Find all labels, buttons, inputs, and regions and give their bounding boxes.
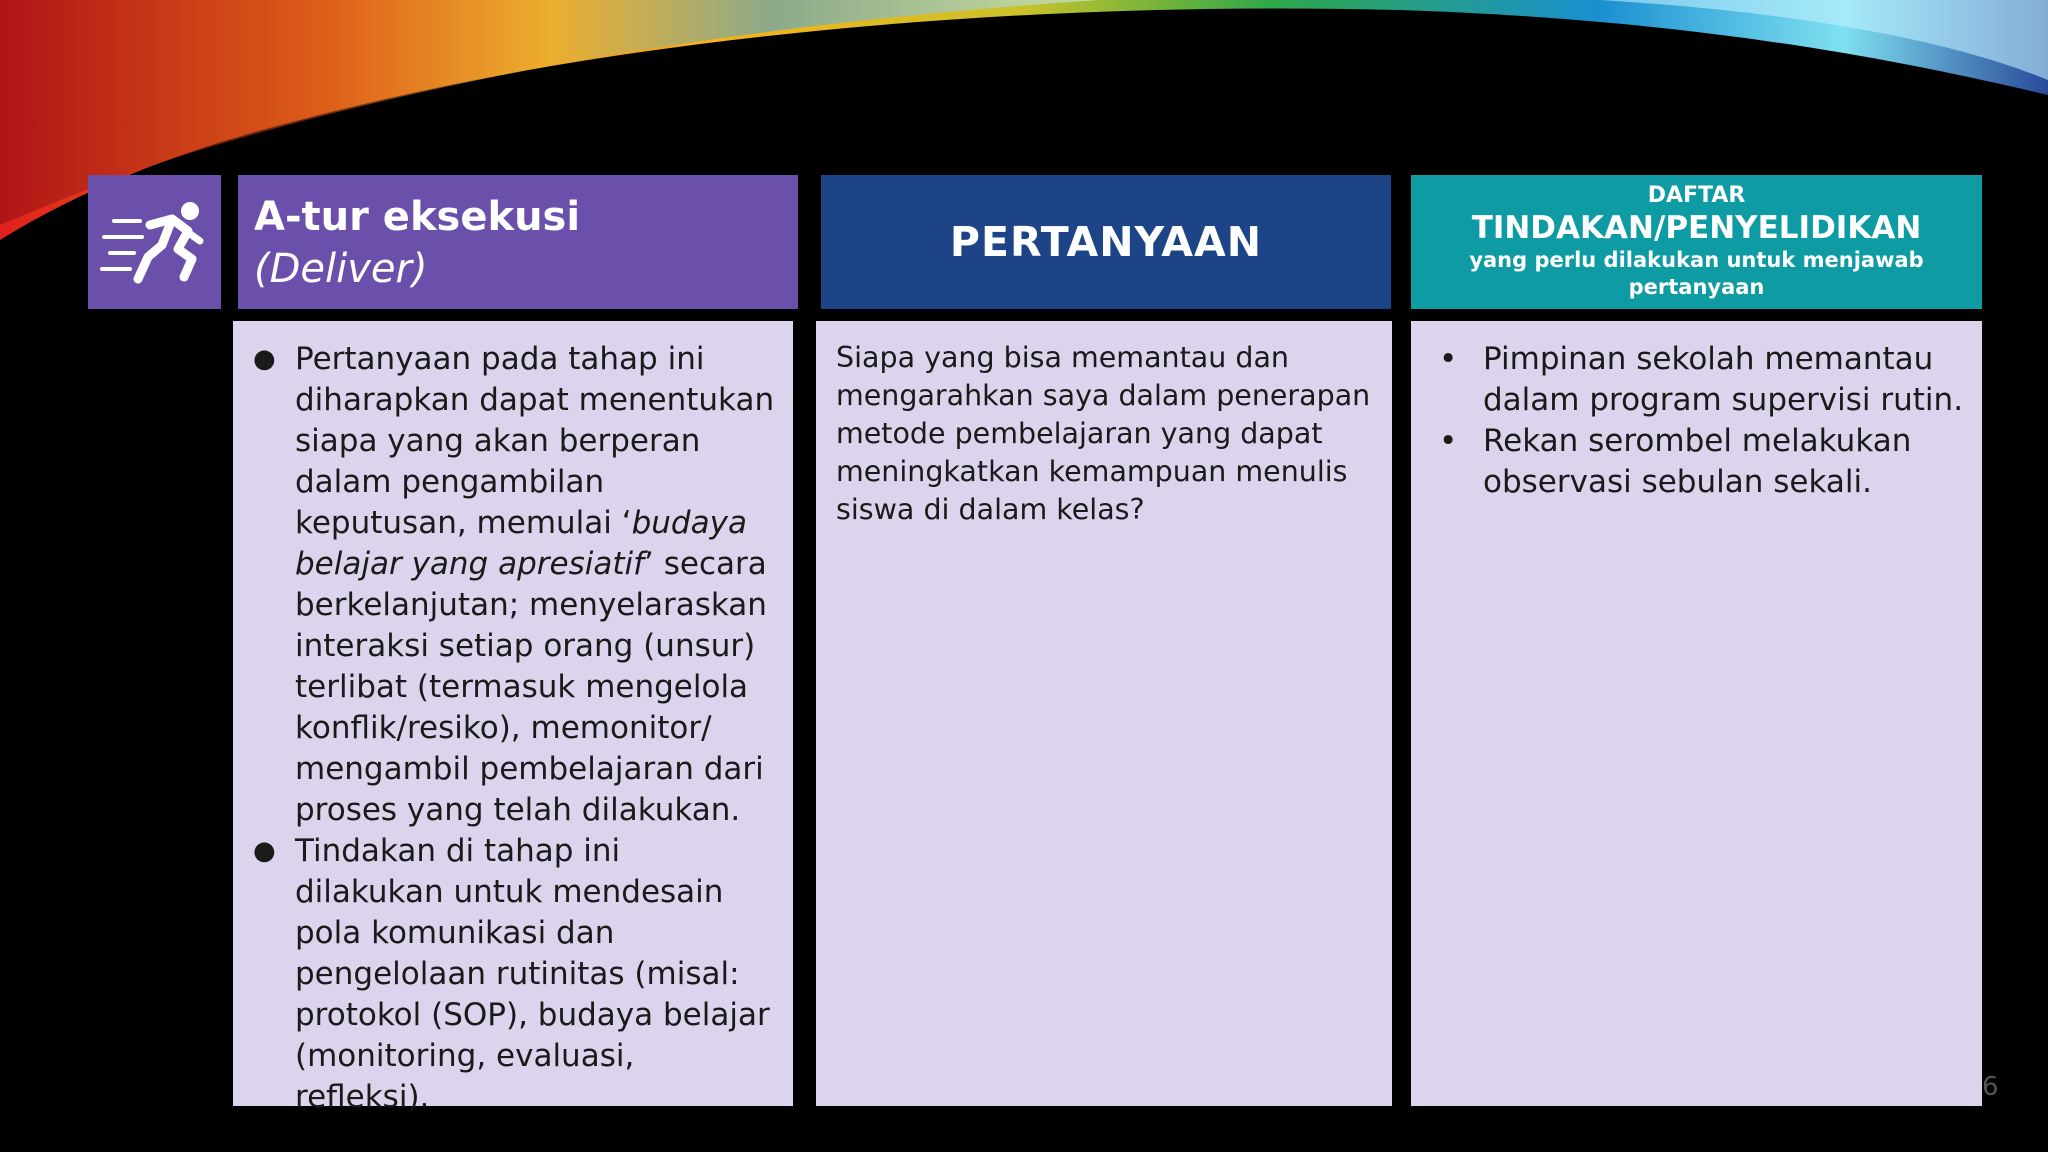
deliver-bullet-list (253, 339, 777, 1118)
header-tindakan-line1: DAFTAR (1647, 183, 1746, 208)
tindakan-body (1411, 321, 1982, 1106)
running-person-icon (100, 197, 210, 287)
header-deliver-title: A-tur eksekusi (254, 194, 581, 240)
header-deliver-subtitle: (Deliver) (254, 246, 428, 292)
header-pertanyaan (821, 175, 1391, 309)
pertanyaan-body (816, 321, 1392, 1106)
bullet-text: ’ secara berkelanjutan; menyelaraskan interaksi setiap orang (unsur) terlibat (termasuk mengelola konflik/resiko), memonitor/ mengambil pembelajaran dari proses yang telah dilakukan. (295, 546, 767, 828)
list-item: • Pimpinan sekolah memantau dalam program supervisi rutin. (1431, 339, 1964, 421)
list-item (253, 339, 777, 831)
bullet-text: Tindakan di tahap ini dilakukan untuk mendesain pola komunikasi dan pengelolaan rutinitas (misal: protokol (SOP), budaya belajar (monitoring, evaluasi, refleksi). (295, 833, 770, 1115)
header-tindakan-line3: yang perlu dilakukan untuk menjawab pertanyaan (1469, 248, 1924, 299)
header-tindakan (1411, 175, 1982, 309)
bullet-italic-text: budaya belajar yang apresiatif (295, 505, 747, 582)
icon-tile (88, 175, 221, 309)
header-tindakan-line2: TINDAKAN/PENYELIDIKAN (1471, 210, 1922, 246)
page-number: 6 (1982, 1072, 1999, 1102)
deliver-body (233, 321, 793, 1115)
list-item: • Rekan serombel melakukan observasi sebulan sekali. (1431, 421, 1964, 503)
tindakan-bullet-list (1431, 339, 1964, 503)
header-deliver (238, 175, 798, 309)
header-pertanyaan-title: PERTANYAAN (949, 218, 1263, 266)
bullet-text: Pertanyaan pada tahap ini diharapkan dapat menentukan siapa yang akan berperan dalam pengambilan keputusan, memulai ‘ (295, 341, 775, 541)
question-text: Siapa yang bisa memantau dan mengarahkan saya dalam penerapan metode pembelajaran yang dapat meningkatkan kemampuan menulis siswa di dalam kelas? (836, 341, 1371, 526)
list-item (253, 831, 777, 1118)
